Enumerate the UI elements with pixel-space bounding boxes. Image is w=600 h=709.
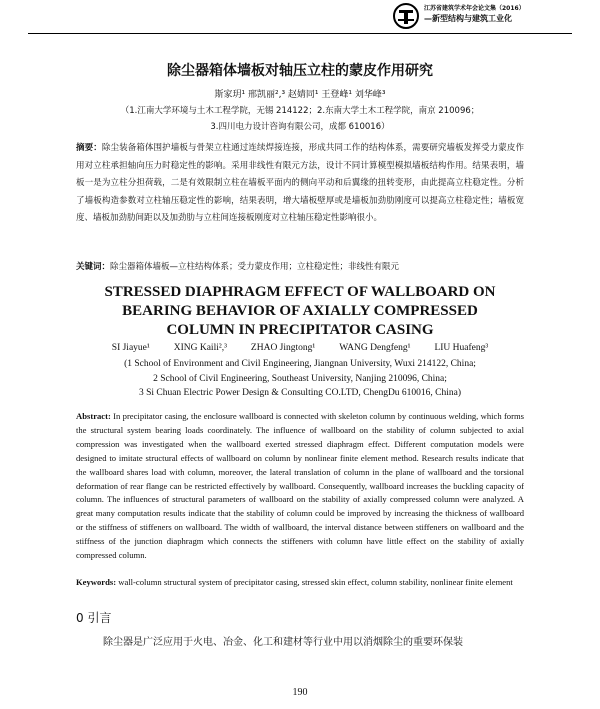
chinese-affiliations: [0, 103, 600, 135]
header-divider: [28, 33, 572, 34]
english-affiliation-line-1: (1 School of Environment and Civil Engineering, Jiangnan University, Wuxi 214122, China;: [124, 359, 476, 369]
english-title-line-1: STRESSED DIAPHRAGM EFFECT OF WALLBOARD ON: [104, 284, 496, 300]
journal-header: [424, 4, 525, 25]
author: WANG Dengfeng¹: [339, 343, 411, 353]
author: LIU Huafeng³: [434, 343, 489, 353]
chinese-keywords-text: 除尘器箱体墙板—立柱结构体系；受力蒙皮作用；立柱稳定性；非线性有限元: [110, 262, 400, 272]
section-heading: 0 引言: [76, 611, 112, 625]
chinese-abstract: [76, 140, 524, 228]
english-title-line-2: BEARING BEHAVIOR OF AXIALLY COMPRESSED: [122, 303, 478, 319]
author: XING Kaili²,³: [173, 343, 227, 353]
chinese-authors: 斯家玥¹ 邢凯丽²,³ 赵婧同¹ 王登峰¹ 刘华峰³: [214, 90, 386, 100]
page-number: 190: [292, 687, 308, 698]
header-line-2: —新型结构与建筑工业化: [424, 14, 512, 23]
journal-logo-icon: [392, 2, 420, 30]
chinese-keywords-label: 关键词：: [76, 262, 111, 272]
english-keywords-text: wall-column structural system of precipitator casing, stressed skin effect, column stability, nonlinear finite element: [118, 577, 513, 587]
author: SI Jiayue¹: [111, 343, 150, 353]
english-affiliation-line-2: 2 School of Civil Engineering, Southeast University, Nanjing 210096, China;: [153, 373, 447, 384]
english-affiliation-line-3: 3 Si Chuan Electric Power Design & Consulting CO.LTD, ChengDu 610016, China): [138, 388, 462, 398]
english-keywords: [76, 576, 524, 590]
author: ZHAO Jingtong¹: [250, 343, 316, 353]
english-abstract-text: In precipitator casing, the enclosure wallboard is connected with skeleton column by continuous welding, which forms the structural system bearing loads coordinately. The influence of wallboard on the stability of column subjected to axial compression was investigated when the wallboard exerted stressed diaphragm effect. Different computation models were designed to imitate structural effects of wallboard on column by nonlinear finite element method. Research results indicate that the wallboard shares load with column, moreover, the lateral translation of column in the plane of wallboard and the torsional deformation of rear flange can be restricted effectively by wallboard. Consequently, wallboard increases the buckling capacity of column. The influences of structural parameters of wallboard on the stability of axially compressed column were analyzed. A great many computation results indicate that the stability of column could be improved by increasing the thickness of wallboard or the stiffness of stiffeners on wallboard. The width of wallboard, the interval distance between stiffeners on wallboard and the stiffness of the junction diaphragm which connects the stiffeners with column have little effect on the stability of axially compressed column.: [76, 411, 524, 561]
english-title-line-3: COLUMN IN PRECIPITATOR CASING: [166, 322, 434, 338]
chinese-affiliation-line-2: 3.四川电力设计咨询有限公司，成都 610016）: [210, 122, 390, 132]
english-abstract-label: Abstract:: [76, 411, 111, 421]
chinese-abstract-label: 摘要：: [76, 143, 102, 153]
english-authors: [0, 343, 600, 353]
chinese-abstract-text: 除尘装备箱体围护墙板与骨架立柱通过连续焊接连接，形成共同工作的结构体系，需要研究墙板发挥受力蒙皮作用对立柱承担轴向压力时稳定性的影响。采用非线性有限元方法，设计不同计算模型模拟墙板结构作用。结果表明，墙板一是为立柱分担荷载，二是有效限制立柱在墙板平面内的侧向平动和后翼缘的扭转变形，由此提高立柱稳定性。分析了墙板构造参数对立柱轴压稳定性的影响，结果表明，增大墙板壁厚或是墙板加劲肋刚度可以提高立柱稳定性；墙板宽度、墙板加劲肋间距以及加劲肋与立柱间连接板刚度对立柱轴压稳定性影响很小。: [76, 143, 524, 223]
chinese-affiliation-line-1: （1.江南大学环境与土木工程学院，无锡 214122；2.东南大学土木工程学院，南京 210096；: [120, 106, 480, 116]
english-abstract: [76, 410, 524, 563]
english-affiliations: [0, 357, 600, 401]
header-line-1: 江苏省建筑学术年会论文集（2016）: [424, 5, 525, 12]
english-keywords-label: Keywords:: [76, 577, 117, 587]
body-paragraph: 除尘器是广泛应用于火电、冶金、化工和建材等行业中用以消烟除尘的重要环保装: [103, 637, 463, 648]
chinese-title: 除尘器箱体墙板对轴压立柱的蒙皮作用研究: [167, 63, 433, 79]
english-title: [0, 283, 600, 340]
chinese-keywords: [76, 260, 530, 272]
